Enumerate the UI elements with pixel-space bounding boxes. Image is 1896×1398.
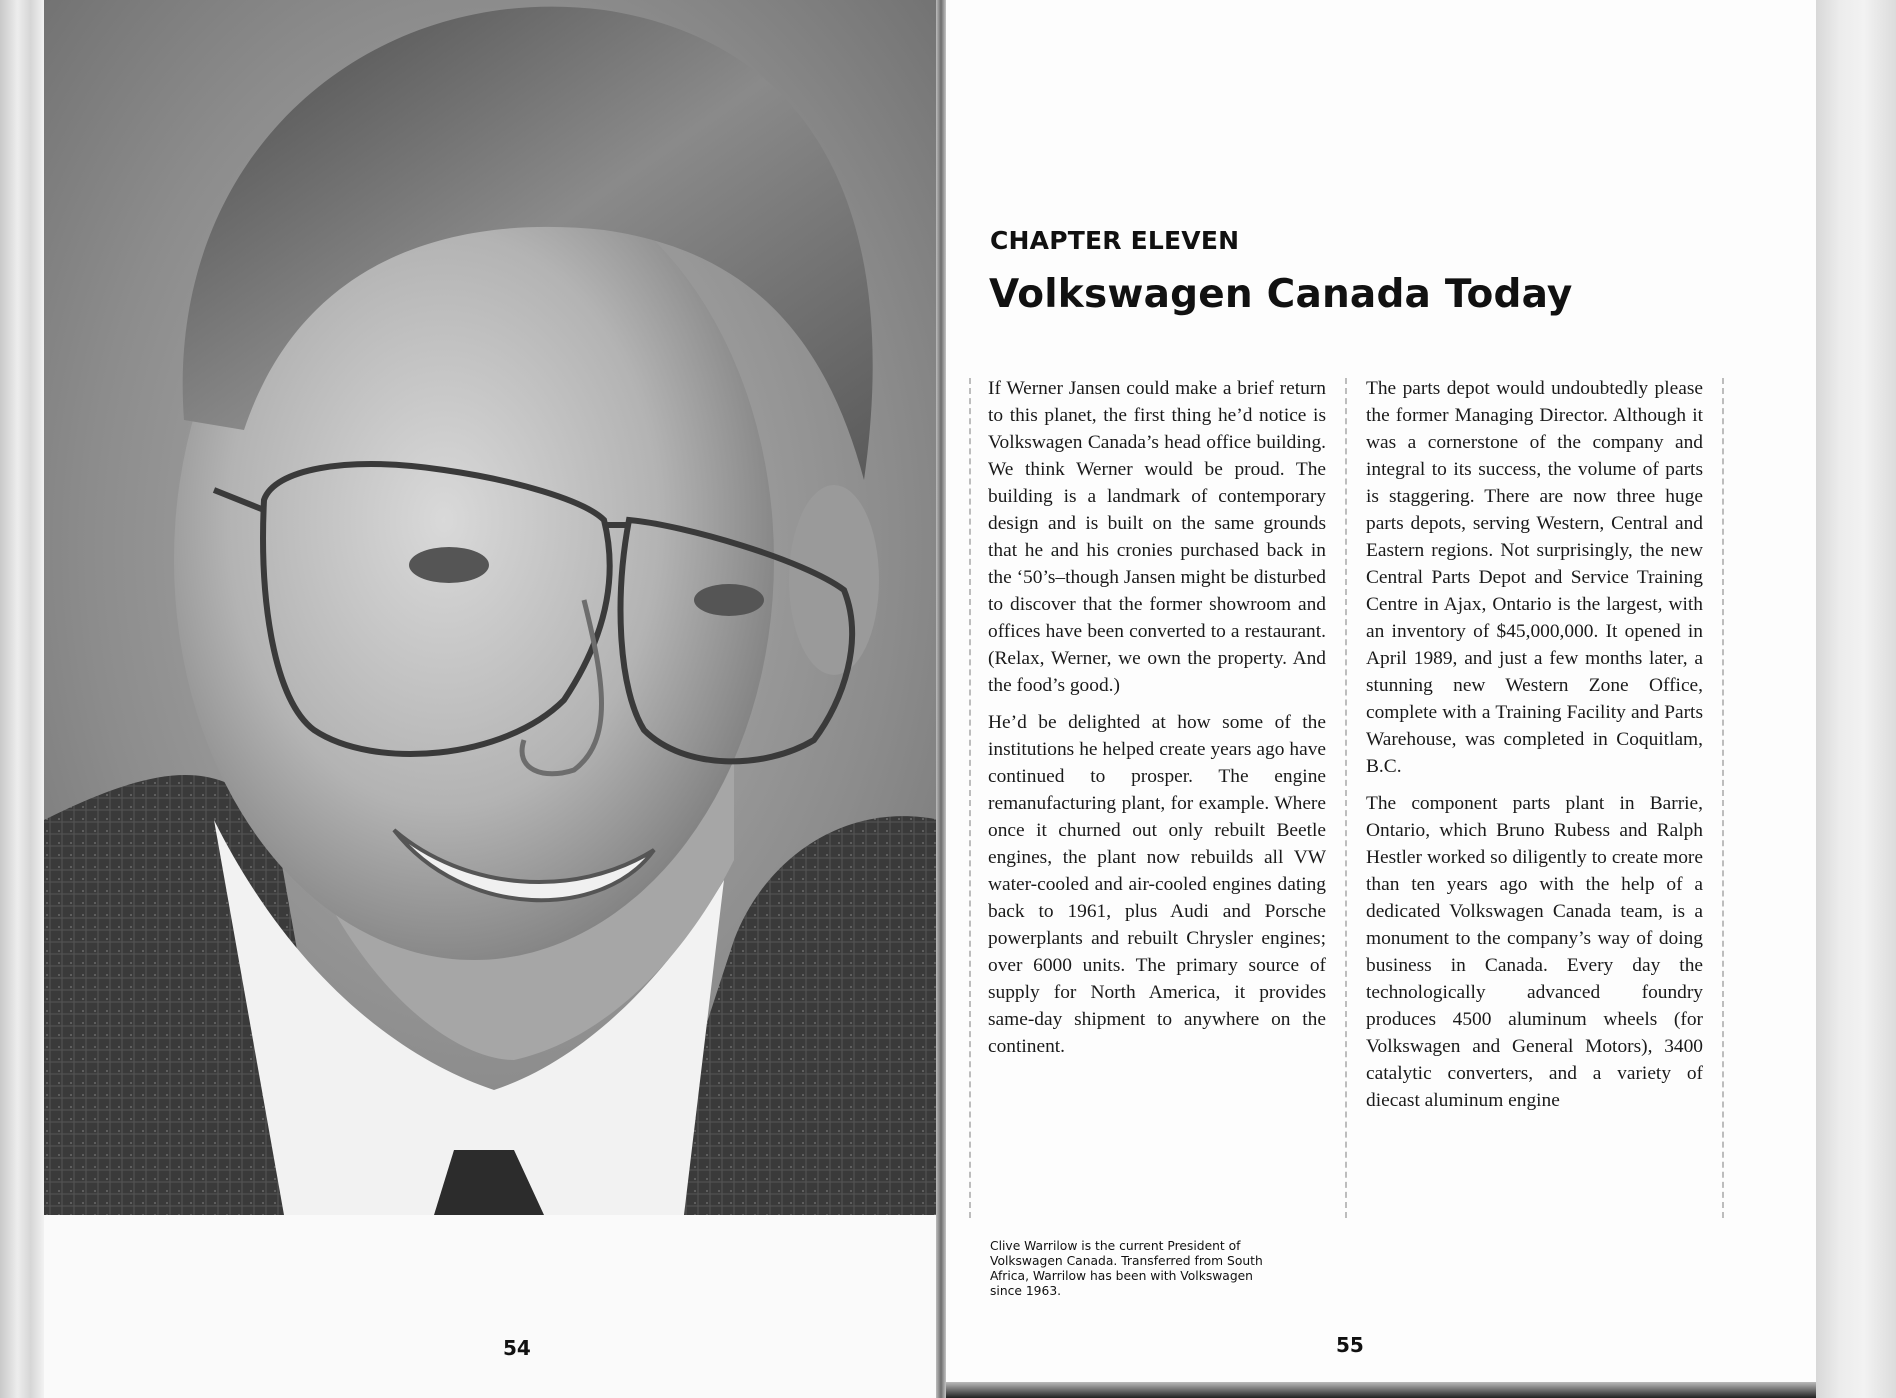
paragraph: The parts depot would undoubtedly please the former Managing Director. Although it was a cornerstone of the company and integral to its success, the volume of parts is staggering. There are now three huge parts depots, serving Western, Central and Eastern regions. Not surprisingly, the new Central Parts Depot and Service Training Centre in Ajax, Ontario is the largest, with an inventory of $45,000,000. It opened in April 1989, and just a few months later, a stunning new Western Zone Office, complete with a Training Facility and Parts Warehouse, was completed in Coquitlam, B.C. <box>1366 378 1703 777</box>
page-number-left: 54 <box>503 1336 531 1360</box>
book-gutter <box>936 0 946 1398</box>
photo-caption: Clive Warrilow is the current President of Volkswagen Canada. Transferred from South Africa, Warrilow has been with Volkswagen since 1963. <box>990 1239 1263 1298</box>
portrait-illustration <box>44 0 940 1215</box>
chapter-title: Volkswagen Canada Today <box>989 272 1573 317</box>
page-number-right: 55 <box>1336 1333 1364 1357</box>
left-page-edge <box>0 0 44 1398</box>
column-rule-right <box>1722 378 1724 1218</box>
body-column-2 <box>1366 375 1703 1124</box>
paragraph: If Werner Jansen could make a brief return to this planet, the first thing he’d notice is Volkswagen Canada’s head office building. We think Werner would be proud. The building is a landmark of contemporary design and is built on the same grounds that he and his cronies purchased back in the ‘50’s–though Jansen might be disturbed to discover that the former showroom and offices have been converted to a restaurant. (Relax, Werner, we own the property. And the food’s good.) <box>988 378 1326 696</box>
paragraph: He’d be delighted at how some of the institutions he helped create years ago have continued to prosper. The engine remanufacturing plant, for example. Where once it churned out only rebuilt Beetle engines, the plant now rebuilds all VW water-cooled and air-cooled engines dating back to 1961, plus Audi and Porsche powerplants and rebuilt Chrysler engines; over 6000 units. The primary source of supply for North America, it provides same-day shipment to anywhere on the continent. <box>988 712 1326 1057</box>
left-page <box>44 0 940 1398</box>
chapter-label: CHAPTER ELEVEN <box>990 226 1240 255</box>
portrait-photo <box>44 0 940 1215</box>
right-page-edge <box>1816 0 1896 1398</box>
column-rule-middle <box>1345 378 1347 1218</box>
body-column-1 <box>988 375 1326 1070</box>
bottom-shadow <box>946 1382 1816 1398</box>
column-rule-left <box>969 378 971 1218</box>
paragraph: The component parts plant in Barrie, Ontario, which Bruno Rubess and Ralph Hestler worked so diligently to create more than ten years ago with the help of a dedicated Volkswagen Canada team, is a monument to the company’s way of doing business in Canada. Every day the technologically advanced foundry produces 4500 aluminum wheels (for Volkswagen and General Motors), 3400 catalytic converters, and a variety of diecast aluminum engine <box>1366 793 1703 1111</box>
